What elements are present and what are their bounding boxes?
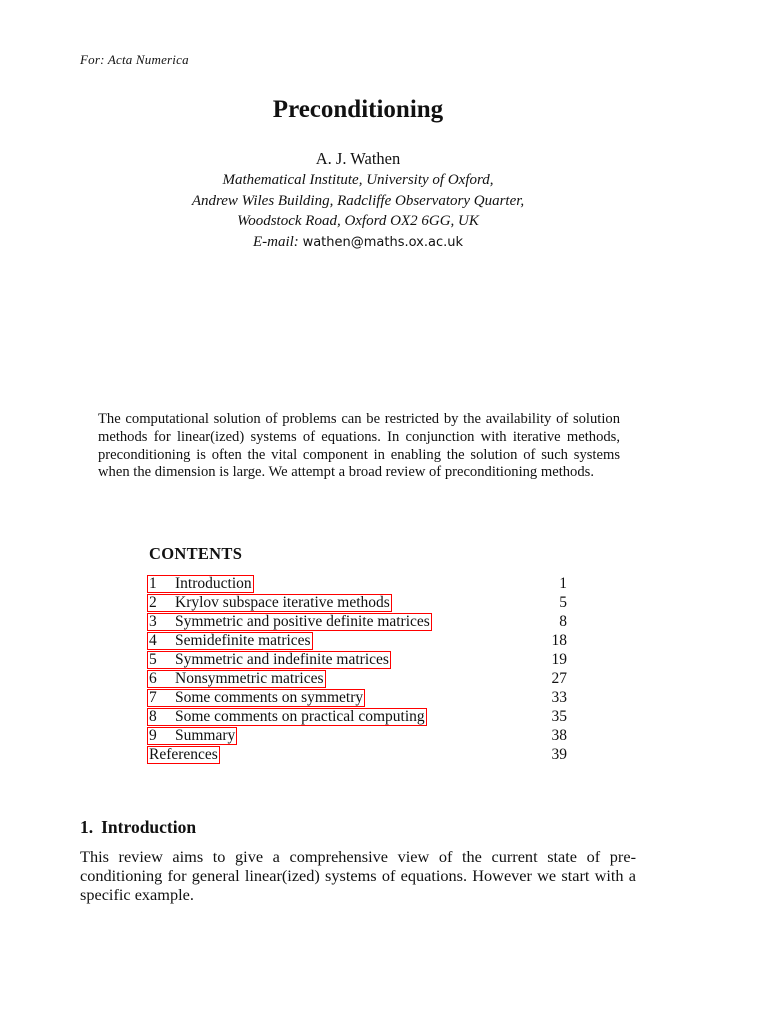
email-label: E-mail:: [252, 233, 299, 250]
toc-row: [147, 631, 567, 650]
email-line: [0, 232, 716, 254]
toc-page-number: 39: [551, 746, 567, 763]
toc-row: [147, 574, 567, 593]
section-title: Introduction: [101, 817, 197, 837]
section-body: This review aims to give a comprehensive view of the current state of pre-conditioning for general linear(ized) systems of equations. However we start with a specific example.: [80, 847, 636, 905]
toc-link-summary[interactable]: 9 Summary: [149, 727, 236, 744]
affiliation-line: Andrew Wiles Building, Radcliffe Observatory Quarter,: [191, 192, 525, 209]
toc-link-indefinite[interactable]: 5 Symmetric and indefinite matrices: [149, 651, 389, 668]
toc-row: [147, 745, 567, 764]
affiliation-line: Mathematical Institute, University of Oxford,: [222, 172, 494, 188]
author-name: A. J. Wathen: [315, 149, 401, 168]
email-address[interactable]: wathen@maths.ox.ac.uk: [302, 234, 463, 250]
toc-page-number: 5: [559, 594, 567, 611]
toc-link-krylov[interactable]: 2 Krylov subspace iterative methods: [149, 594, 390, 611]
toc-link-nonsymmetric[interactable]: 6 Nonsymmetric matrices: [149, 670, 324, 687]
toc-page-number: 18: [551, 632, 567, 649]
toc-link-introduction[interactable]: 1 Introduction: [149, 575, 252, 592]
toc-link-symmetry-comments[interactable]: 7 Some comments on symmetry: [149, 689, 364, 706]
author-affiliation: [0, 170, 716, 253]
section-number: 1.: [80, 817, 94, 837]
affiliation-line: Woodstock Road, Oxford OX2 6GG, UK: [237, 213, 479, 229]
toc-row: [147, 612, 567, 631]
toc-row: [147, 726, 567, 745]
toc-page-number: 33: [551, 689, 567, 706]
toc-link-practical-computing[interactable]: 8 Some comments on practical computing: [149, 708, 425, 725]
toc-page-number: 38: [551, 727, 567, 744]
journal-header: For: Acta Numerica: [80, 52, 189, 67]
toc-row: [147, 650, 567, 669]
toc-row: [147, 707, 567, 726]
section-heading: [80, 817, 196, 838]
table-of-contents: [147, 574, 567, 764]
toc-link-spd-matrices[interactable]: 3 Symmetric and positive definite matrices: [149, 613, 430, 630]
toc-page-number: 27: [551, 670, 567, 687]
toc-page-number: 19: [551, 651, 567, 668]
contents-heading: CONTENTS: [149, 544, 243, 563]
toc-link-references[interactable]: References: [149, 746, 218, 763]
toc-link-semidefinite[interactable]: 4 Semidefinite matrices: [149, 632, 311, 649]
toc-page-number: 8: [559, 613, 567, 630]
toc-page-number: 35: [551, 708, 567, 725]
toc-row: [147, 669, 567, 688]
toc-page-number: 1: [559, 575, 567, 592]
toc-row: [147, 688, 567, 707]
abstract: The computational solution of problems can be restricted by the availability of solution methods for linear(ized) systems of equations. In conjunction with iterative methods, preconditioning is often the vital component in enabling the solution of such systems when the dimension is large. We attempt a broad review of preconditioning methods.: [98, 411, 620, 481]
paper-title: Preconditioning: [272, 96, 444, 123]
toc-row: [147, 593, 567, 612]
